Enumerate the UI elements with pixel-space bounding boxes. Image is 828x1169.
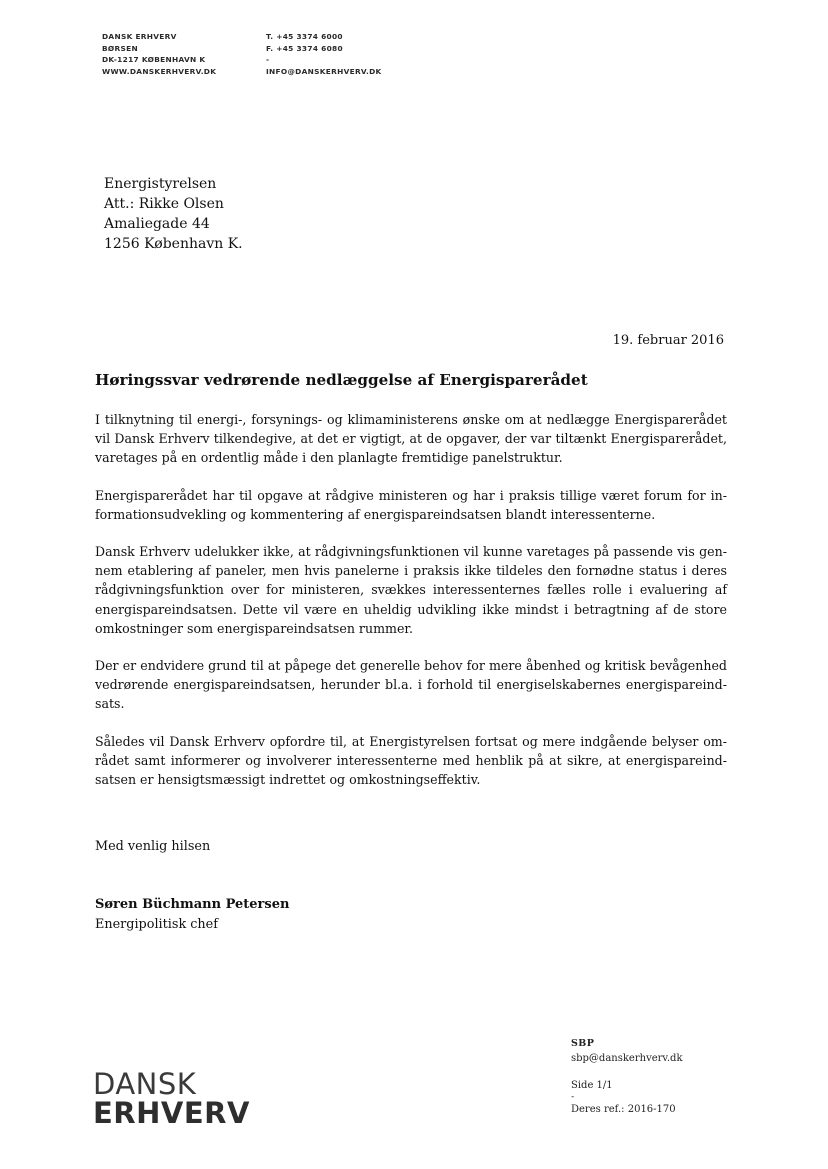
paragraph-line: Dansk Erhverv udelukker ikke, at rådgivningsfunktionen vil kunne varetages på passende vis gen- [95, 544, 727, 560]
signer-name: Søren Büchmann Petersen [95, 897, 290, 912]
letter-subject: Høringssvar vedrørende nedlæggelse af Energisparerådet [95, 371, 588, 389]
paragraph-line: rådgivningsfunktion over for ministeren, svækkes interessenternes fælles rolle i evaluering af [95, 582, 727, 598]
letter-date: 19. februar 2016 [612, 333, 724, 348]
paragraph [95, 656, 727, 714]
letterhead-email[interactable]: INFO@DANSKERHVERV.DK [266, 66, 382, 76]
paragraph [95, 732, 727, 790]
paragraph-line: sats. [95, 696, 125, 712]
letterhead-address [102, 31, 216, 77]
letterhead-company: DANSK ERHVERV [102, 32, 177, 41]
footer-reference: Deres ref.: 2016-170 [571, 1104, 676, 1115]
footer-initials: SBP [571, 1038, 595, 1049]
paragraph [95, 542, 727, 638]
recipient-org: Energistyrelsen [104, 176, 217, 192]
paragraph-line: formationsudvekling og kommentering af energispareindsatsen blandt interessenterne. [95, 506, 656, 522]
paragraph-line: Der er endvidere grund til at påpege det generelle behov for mere åbenhed og kritisk bevågenhed [95, 658, 727, 674]
paragraph-line: Energisparerådet har til opgave at rådgive ministeren og har i praksis tillige været forum for in- [95, 487, 727, 503]
paragraph-line: energispareindsatsen. Dette vil være en uheldig udvikling ikke mindst i betragtning af de store [95, 601, 727, 617]
letterhead-website[interactable]: WWW.DANSKERHVERV.DK [102, 66, 217, 76]
paragraph-line: vil Dansk Erhverv tilkendegive, at det er vigtigt, at de opgaver, der var tiltænkt Energisparerådet, [95, 431, 727, 447]
letterhead-contact [266, 31, 382, 77]
closing-greeting: Med venlig hilsen [95, 839, 211, 854]
logo-word-erhverv: ERHVERV [93, 1096, 250, 1130]
footer-page-number: Side 1/1 [571, 1080, 613, 1091]
paragraph-line: vedrørende energispareindsatsen, herunder bl.a. i forhold til energiselskabernes energispareind- [95, 677, 727, 693]
paragraph-line: nem etablering af paneler, men hvis panelerne i praksis ikke tildeles den fornødne status i deres [95, 563, 727, 579]
signer-title: Energipolitisk chef [95, 917, 218, 932]
recipient-street: Amaliegade 44 [104, 216, 210, 232]
letterhead-postal: DK-1217 KØBENHAVN K [102, 55, 206, 65]
paragraph [95, 486, 727, 524]
footer-email[interactable]: sbp@danskerhverv.dk [571, 1053, 683, 1064]
paragraph-line: varetages på en ordentlig måde i den planlagte fremtidige panelstruktur. [95, 450, 563, 466]
paragraph-line: Således vil Dansk Erhverv opfordre til, at Energistyrelsen fortsat og mere indgående belyser om- [95, 733, 727, 749]
recipient-attention: Att.: Rikke Olsen [104, 196, 224, 212]
paragraph-line: rådet samt informerer og involverer interessenterne med henblik på at sikre, at energispareind- [95, 752, 727, 768]
letterhead-fax: F. +45 3374 6080 [266, 43, 343, 53]
recipient-city: 1256 København K. [104, 236, 243, 252]
letter-body [95, 410, 727, 807]
paragraph-line: satsen er hensigtsmæssigt indrettet og omkostningseffektiv. [95, 772, 481, 788]
letterhead-building: BØRSEN [102, 43, 138, 53]
paragraph-line: I tilknytning til energi-, forsynings- og klimaministerens ønske om at nedlægge Energisparerådet [95, 412, 727, 427]
paragraph-line: omkostninger som energispareindsatsen rummer. [95, 620, 414, 636]
dansk-erhverv-logo [93, 1067, 250, 1130]
footer-separator: - [571, 1092, 575, 1102]
paragraph [95, 410, 727, 468]
footer-reference-block [571, 1036, 683, 1117]
letterhead-separator: - [266, 55, 270, 65]
letterhead-phone: T. +45 3374 6000 [266, 32, 343, 41]
logo-word-dansk: DANSK [93, 1067, 197, 1101]
recipient-address [104, 174, 243, 254]
